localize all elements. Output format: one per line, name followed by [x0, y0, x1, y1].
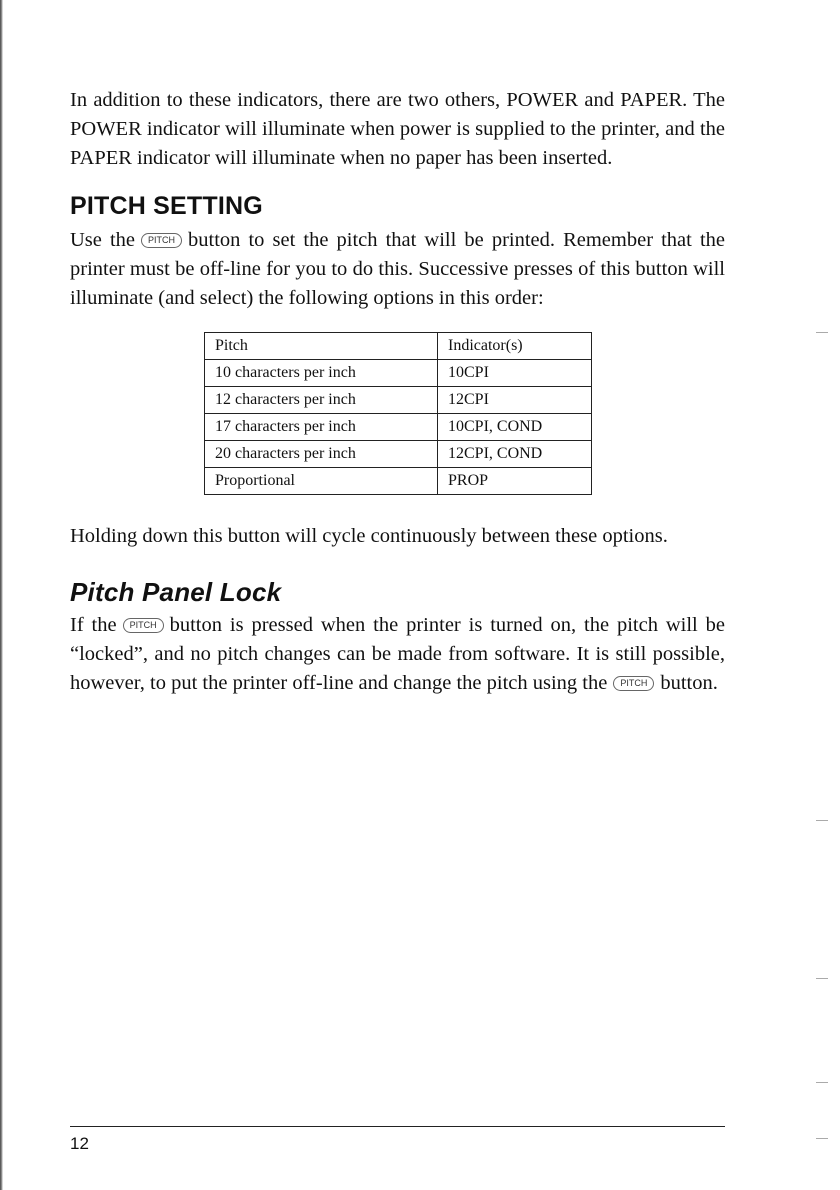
table-row — [205, 414, 592, 441]
table-header-cell: Pitch — [205, 333, 438, 360]
pitch-table — [204, 332, 592, 495]
text-fragment: button. — [660, 672, 718, 694]
margin-mark — [816, 332, 828, 333]
text-fragment: button is pressed when the printer is turned on, the pitch will be “locked”, and no pitch changes can be made from software. It is still possible, however, to put the printer off-line and change the pitch using the — [70, 614, 725, 694]
table-cell: Proportional — [205, 468, 438, 495]
text-fragment: If the — [70, 614, 117, 636]
margin-mark — [816, 1138, 828, 1139]
margin-mark — [816, 820, 828, 821]
table-row — [205, 360, 592, 387]
footer-rule — [70, 1126, 725, 1127]
pitch-key-icon: PITCH — [123, 618, 164, 633]
pitch-key-icon: PITCH — [613, 676, 654, 691]
after-table-paragraph: Holding down this button will cycle continuously between these options. — [70, 525, 668, 547]
section-heading-pitch-setting: PITCH SETTING — [70, 192, 263, 220]
pitch-setting-paragraph — [70, 226, 725, 313]
margin-mark — [816, 1082, 828, 1083]
table-cell: 17 characters per inch — [205, 414, 438, 441]
table-header-cell: Indicator(s) — [438, 333, 592, 360]
table-row — [205, 441, 592, 468]
table-cell: 10CPI — [438, 360, 592, 387]
table-cell: 12CPI — [438, 387, 592, 414]
table-cell: 10CPI, COND — [438, 414, 592, 441]
table-row — [205, 468, 592, 495]
scan-edge — [0, 0, 3, 1190]
table-header-row — [205, 333, 592, 360]
table-row — [205, 387, 592, 414]
pitch-key-icon: PITCH — [141, 233, 182, 248]
table-cell: 10 characters per inch — [205, 360, 438, 387]
table-cell: 12 characters per inch — [205, 387, 438, 414]
text-fragment: Use the — [70, 229, 136, 251]
margin-mark — [816, 978, 828, 979]
table-cell: PROP — [438, 468, 592, 495]
text-fragment: button to set the pitch that will be printed. Remember that the printer must be off-line for you to do this. Successive presses of this button will illuminate (and select) the following options in this order: — [70, 229, 725, 309]
pitch-panel-lock-paragraph — [70, 611, 725, 698]
intro-paragraph: In addition to these indicators, there are two others, POWER and PAPER. The POWER indicator will illuminate when power is supplied to the printer, and the PAPER indicator will illuminate when no paper has been inserted. — [70, 89, 725, 169]
section-heading-pitch-panel-lock: Pitch Panel Lock — [70, 577, 282, 607]
table-cell: 12CPI, COND — [438, 441, 592, 468]
table-cell: 20 characters per inch — [205, 441, 438, 468]
page-number: 12 — [70, 1134, 89, 1153]
